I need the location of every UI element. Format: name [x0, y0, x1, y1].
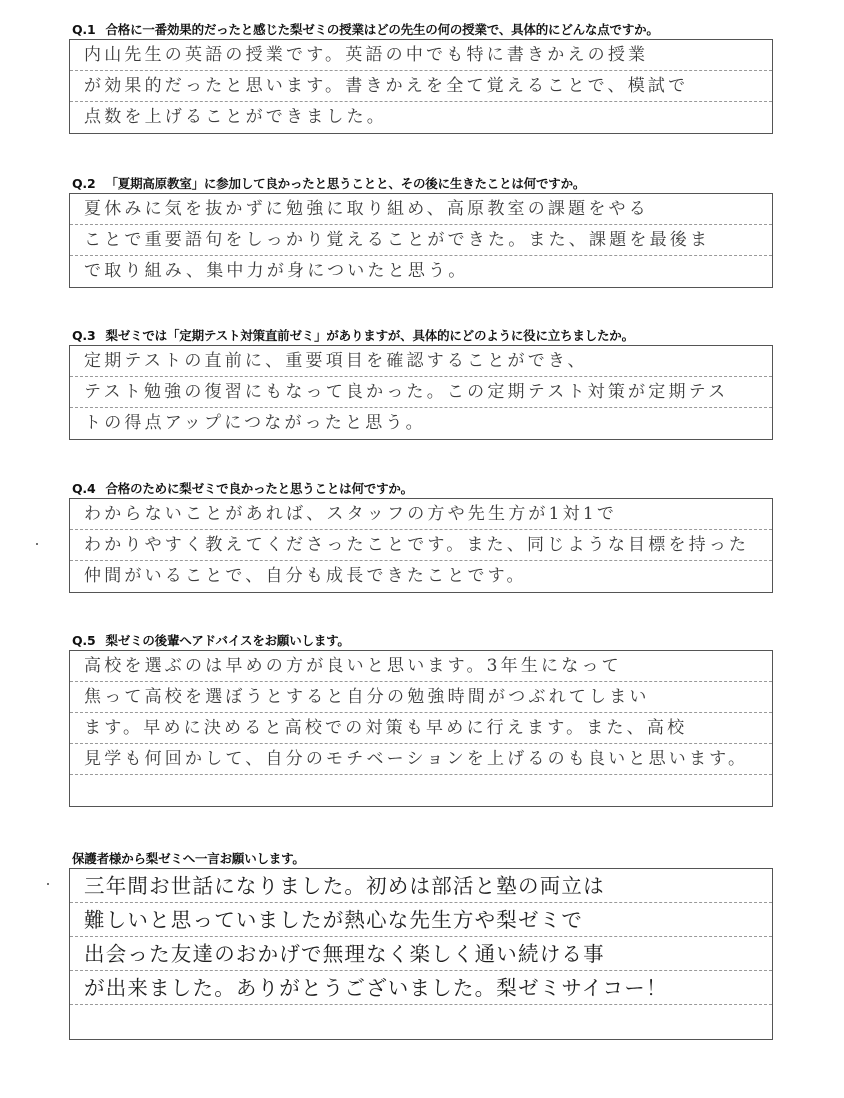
question-number: Q.1	[72, 22, 96, 37]
answer-line: 高校を選ぶのは早めの方が良いと思います。3年生になって	[70, 651, 772, 682]
answer-line: で取り組み、集中力が身についたと思う。	[84, 261, 469, 281]
answer-box	[69, 650, 773, 807]
answer-box	[69, 498, 773, 593]
question-number: Q.5	[72, 633, 96, 648]
question-section-3	[69, 327, 773, 440]
answer-line: ます。早めに決めると高校での対策も早めに行えます。また、高校	[70, 713, 772, 744]
answer-box	[69, 39, 773, 134]
answer-line: 点数を上げることができました。	[84, 107, 387, 127]
question-text: 合格のために梨ゼミで良かったと思うことは何ですか。	[105, 481, 413, 496]
question-heading	[72, 175, 773, 193]
answer-line: わからないことがあれば、スタッフの方や先生方が1対1で	[70, 499, 772, 530]
answer-line: トの得点アップにつながったと思う。	[84, 413, 426, 433]
question-heading	[72, 327, 773, 345]
question-text: 保護者様から梨ゼミへ一言お願いします。	[72, 851, 305, 866]
question-section-4	[69, 480, 773, 593]
answer-line: 焦って高校を選ぼうとすると自分の勉強時間がつぶれてしまい	[70, 682, 772, 713]
answer-line: が出来ました。ありがとうございました。梨ゼミサイコー！	[70, 971, 772, 1005]
question-text: 梨ゼミの後輩へアドバイスをお願いします。	[105, 633, 350, 648]
answer-box	[69, 868, 773, 1040]
question-text: 梨ゼミでは「定期テスト対策直前ゼミ」がありますが、具体的にどのように役に立ちましたか。	[105, 328, 634, 343]
question-heading	[72, 632, 773, 650]
question-text: 「夏期高原教室」に参加して良かったと思うことと、その後に生きたことは何ですか。	[105, 176, 586, 191]
answer-line: わかりやすく教えてくださったことです。また、同じような目標を持った	[70, 530, 772, 561]
answer-box	[69, 193, 773, 288]
answer-line	[70, 775, 772, 806]
question-section-2	[69, 175, 773, 288]
question-number: Q.2	[72, 176, 96, 191]
question-section-1	[69, 21, 773, 134]
answer-box	[69, 345, 773, 440]
answer-line: 難しいと思っていましたが熱心な先生方や梨ゼミで	[70, 903, 772, 937]
question-heading	[72, 850, 773, 868]
scan-speck	[47, 883, 49, 885]
answer-line: 三年間お世話になりました。初めは部活と塾の両立は	[70, 869, 772, 903]
scan-speck	[36, 543, 38, 545]
answer-line: 定期テストの直前に、重要項目を確認することができ、	[70, 346, 772, 377]
question-heading	[72, 480, 773, 498]
question-number: Q.3	[72, 328, 96, 343]
question-text: 合格に一番効果的だったと感じた梨ゼミの授業はどの先生の何の授業で、具体的にどんな点ですか。	[105, 22, 659, 37]
question-section-5	[69, 632, 773, 807]
question-number: Q.4	[72, 481, 96, 496]
answer-line: テスト勉強の復習にもなって良かった。この定期テスト対策が定期テス	[70, 377, 772, 408]
answer-line	[70, 1005, 772, 1039]
parent-comment-section	[69, 850, 773, 1040]
answer-line: が効果的だったと思います。書きかえを全て覚えることで、模試で	[70, 71, 772, 102]
answer-line: 仲間がいることで、自分も成長できたことです。	[84, 566, 527, 586]
answer-line: 内山先生の英語の授業です。英語の中でも特に書きかえの授業	[70, 40, 772, 71]
question-heading	[72, 21, 773, 39]
answer-line: 見学も何回かして、自分のモチベーションを上げるのも良いと思います。	[70, 744, 772, 775]
answer-line: ことで重要語句をしっかり覚えることができた。また、課題を最後ま	[70, 225, 772, 256]
answer-line: 夏休みに気を抜かずに勉強に取り組め、高原教室の課題をやる	[70, 194, 772, 225]
answer-line: 出会った友達のおかげで無理なく楽しく通い続ける事	[70, 937, 772, 971]
